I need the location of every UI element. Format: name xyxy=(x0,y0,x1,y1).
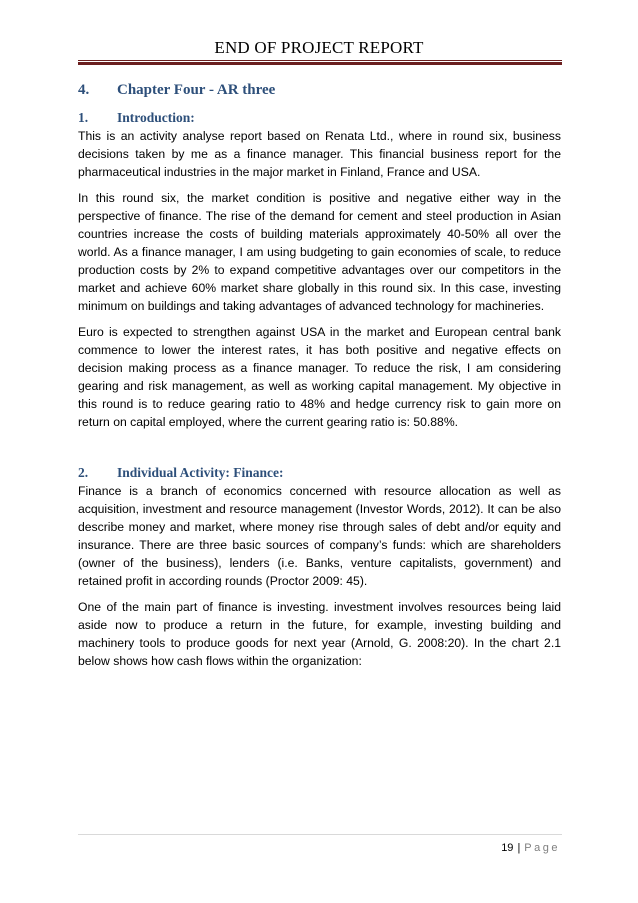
section-number: 1. xyxy=(78,110,89,125)
page-label: Page xyxy=(524,842,560,854)
chapter-number: 4. xyxy=(78,82,90,98)
finance-paragraph-2: One of the main part of finance is investing. investment involves resources being laid aside now to produce a return in the future, for example, investing building and machinery tools to produce goods for next year (Arnold, G. 2008:20). In the chart 2.1 below shows how cash flows within the organization: xyxy=(78,600,561,668)
header-divider-thick xyxy=(78,62,562,65)
intro-paragraph-1: This is an activity analyse report based on Renata Ltd., where in round six, business decisions taken by me as a finance manager. This financial business report for the pharmaceutical industries in the major market in Finland, France and USA. xyxy=(78,129,561,179)
intro-paragraph-2: In this round six, the market condition is positive and negative either way in the perspective of finance. The rise of the demand for cement and steel production in Asian countries increase the costs of building materials approximately 40-50% all over the world. As a finance manager, I am using budgeting to gain economies of scale, to reduce production costs by 2% to expand competitive advantages over our competitors in the market and achieve 60% market share globally in this round six. In this case, investing minimum on buildings and taking advantages of advanced technology for machineries. xyxy=(78,191,561,313)
page-separator: | xyxy=(517,842,521,854)
page-header-title: END OF PROJECT REPORT xyxy=(214,38,424,57)
finance-paragraph-1: Finance is a branch of economics concerned with resource allocation as well as acquisition, investment and resource management (Investor Words, 2012). It can be also describe money and market, where money rise through sales of debt and/or equity and insurance. There are three basic sources of company’s funds: which are shareholders (owner of the business), lenders (i.e. Banks, venture capitalists, government) and retained profit in according rounds (Proctor 2009: 45). xyxy=(78,484,561,588)
page-number: 19 xyxy=(501,842,514,854)
section-title: Individual Activity: Finance: xyxy=(117,465,284,480)
section-heading-finance xyxy=(78,464,561,482)
section-heading-introduction xyxy=(78,109,561,127)
header-divider-thin xyxy=(78,60,562,61)
footer-divider xyxy=(78,834,562,835)
section-number: 2. xyxy=(78,465,89,480)
chapter-heading xyxy=(78,80,561,100)
chapter-title: Chapter Four - AR three xyxy=(117,82,276,98)
page-content xyxy=(78,80,561,670)
section-title: Introduction: xyxy=(117,110,195,125)
page-footer xyxy=(501,842,560,854)
intro-paragraph-3: Euro is expected to strengthen against USA in the market and European central bank commence to lower the interest rates, it has both positive and negative effects on decision making process as a finance manager. To reduce the risk, I am considering gearing and risk management, as well as working capital management. My objective in this round is to reduce gearing ratio to 48% and hedge currency risk to gain more on return on capital employed, where the current gearing ratio is: 50.88%. xyxy=(78,325,561,429)
